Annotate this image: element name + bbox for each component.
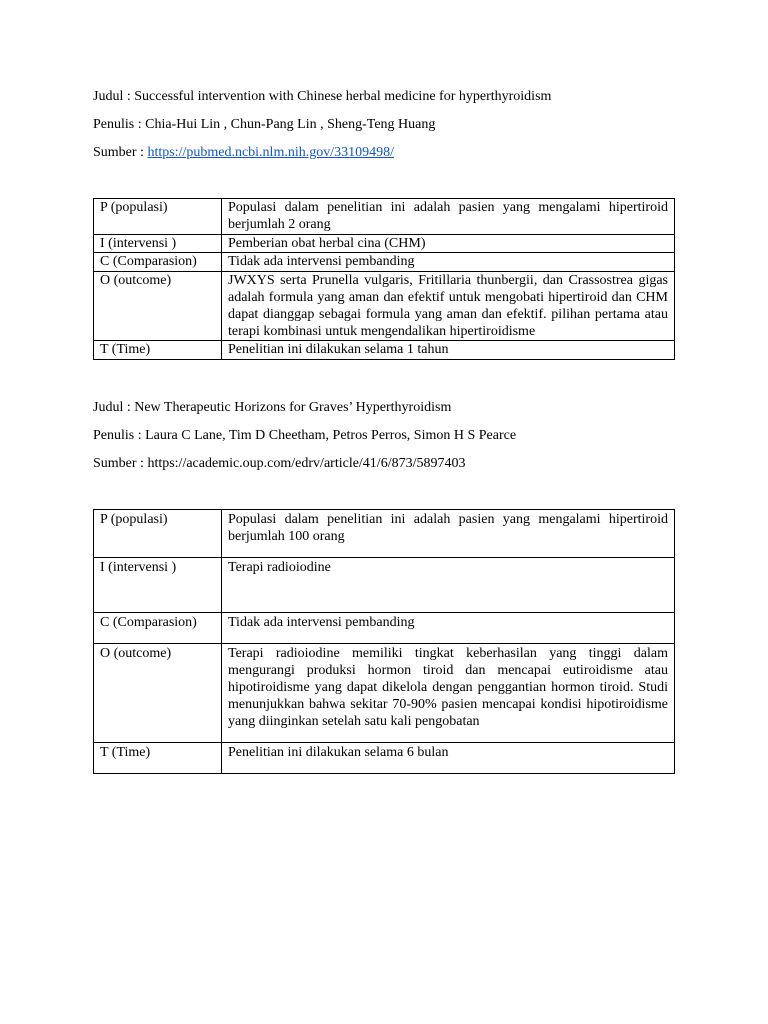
study2-title: Judul : New Therapeutic Horizons for Graves’ Hyperthyroidism bbox=[93, 400, 452, 415]
study1-title: Judul : Successful intervention with Chinese herbal medicine for hyperthyroidism bbox=[93, 89, 552, 104]
table-row bbox=[94, 272, 675, 341]
row-value-outcome: JWXYS serta Prunella vulgaris, Fritillaria thunbergii, dan Crassostrea gigas adalah formula yang aman dan efektif untuk mengobati hipertiroid dan CHM dapat dianggap sebagai formula yang aman dan efektif. pilihan pertama atau terapi kombinasi untuk mengendalikan hipertiroidisme bbox=[222, 272, 675, 341]
study2-authors: Penulis : Laura C Lane, Tim D Cheetham, Petros Perros, Simon H S Pearce bbox=[93, 428, 517, 443]
study1-source-link[interactable]: https://pubmed.ncbi.nlm.nih.gov/33109498/ bbox=[147, 145, 395, 160]
row-label-population: P (populasi) bbox=[94, 199, 222, 235]
table-row bbox=[94, 613, 675, 644]
row-label-population: P (populasi) bbox=[94, 510, 222, 558]
table-row bbox=[94, 341, 675, 360]
row-label-time: T (Time) bbox=[94, 341, 222, 360]
table-row bbox=[94, 743, 675, 774]
row-value-outcome: Terapi radioiodine memiliki tingkat keberhasilan yang tinggi dalam mengurangi produksi hormon tiroid dan mencapai eutiroidisme atau hipotiroidisme yang dapat dikelola dengan penggantian hormon tiroid. Studi menunjukkan bahwa sekitar 70-90% pasien mencapai kondisi hipotiroidisme yang diinginkan setelah satu kali pengobatan bbox=[222, 644, 675, 743]
row-value-comparison: Tidak ada intervensi pembanding bbox=[222, 253, 675, 272]
row-value-population: Populasi dalam penelitian ini adalah pasien yang mengalami hipertiroid berjumlah 2 orang bbox=[222, 199, 675, 235]
row-label-outcome: O (outcome) bbox=[94, 644, 222, 743]
row-value-population: Populasi dalam penelitian ini adalah pasien yang mengalami hipertiroid berjumlah 100 orang bbox=[222, 510, 675, 558]
study1-authors: Penulis : Chia-Hui Lin , Chun-Pang Lin , Sheng-Teng Huang bbox=[93, 117, 436, 132]
row-value-intervention: Terapi radioiodine bbox=[222, 558, 675, 613]
row-label-intervention: I (intervensi ) bbox=[94, 234, 222, 253]
row-label-intervention: I (intervensi ) bbox=[94, 558, 222, 613]
table-row bbox=[94, 558, 675, 613]
row-value-time: Penelitian ini dilakukan selama 6 bulan bbox=[222, 743, 675, 774]
row-label-outcome: O (outcome) bbox=[94, 272, 222, 341]
study2-picot-table bbox=[93, 509, 675, 774]
table-row bbox=[94, 199, 675, 235]
table-row bbox=[94, 644, 675, 743]
row-value-time: Penelitian ini dilakukan selama 1 tahun bbox=[222, 341, 675, 360]
row-label-comparison: C (Comparasion) bbox=[94, 253, 222, 272]
study1-picot-table bbox=[93, 198, 675, 360]
table-row bbox=[94, 253, 675, 272]
study1-source-label: Sumber : bbox=[93, 145, 148, 160]
row-value-intervention: Pemberian obat herbal cina (CHM) bbox=[222, 234, 675, 253]
table-row bbox=[94, 234, 675, 253]
table-row bbox=[94, 510, 675, 558]
row-value-comparison: Tidak ada intervensi pembanding bbox=[222, 613, 675, 644]
study1-source bbox=[93, 144, 394, 161]
row-label-comparison: C (Comparasion) bbox=[94, 613, 222, 644]
row-label-time: T (Time) bbox=[94, 743, 222, 774]
study2-source: Sumber : https://academic.oup.com/edrv/article/41/6/873/5897403 bbox=[93, 456, 466, 471]
